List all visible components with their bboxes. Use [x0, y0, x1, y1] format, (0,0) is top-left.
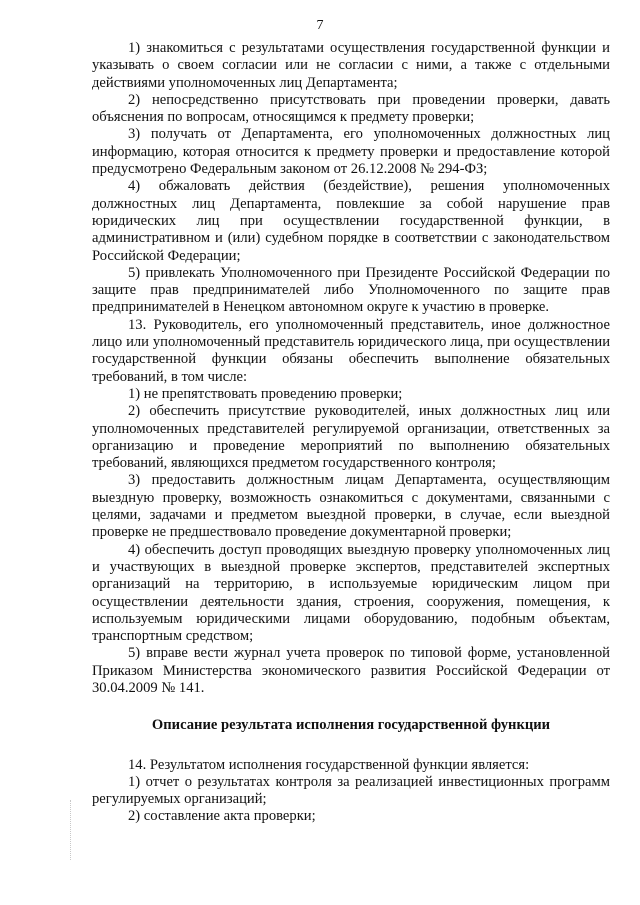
- section-title: Описание результата исполнения государственной функции: [151, 717, 551, 734]
- document-body: [92, 40, 610, 826]
- paragraph-result-1: 1) отчет о результатах контроля за реализацией инвестиционных программ регулируемых организаций;: [92, 773, 610, 808]
- paragraph-duty-5: 5) вправе вести журнал учета проверок по типовой форме, установленной Приказом Министерства экономического развития Российской Федерации от 30.04.2009 № 141.: [92, 645, 610, 696]
- paragraph-duty-1: 1) не препятствовать проведению проверки;: [128, 385, 403, 402]
- paragraph-rights-1: 1) знакомиться с результатами осуществления государственной функции и указывать о своем согласии или не согласии с ними, а также с отдельными действиями уполномоченных лиц Департамента;: [92, 40, 610, 91]
- paragraph-result-2: 2) составление акта проверки;: [128, 808, 316, 825]
- paragraph-duty-4: 4) обеспечить доступ проводящих выездную проверку уполномоченных лиц и участвующих в выездной проверке экспертов, представителей экспертных организаций на территорию, в используемые юридическим лицом при осуществлении деятельности здания, строения, сооружения, помещения, к используемым юридическими лицами оборудованию, подобным объектам, транспортным средством;: [92, 541, 610, 645]
- paragraph-rights-2: 2) непосредственно присутствовать при проведении проверки, давать объяснения по вопросам, относящимся к предмету проверки;: [92, 91, 610, 126]
- page-number: 7: [316, 18, 324, 33]
- paragraph-duty-2: 2) обеспечить присутствие руководителей, иных должностных лиц или уполномоченных представителей регулируемой организации, ответственных за организацию и проведение мероприятий по выполнению обязательных требований, являющихся предметом государственного контроля;: [92, 403, 610, 472]
- paragraph-clause-13: 13. Руководитель, его уполномоченный представитель, иное должностное лицо или уполномоченный представитель юридического лица, при осуществлении государственной функции обязаны обеспечить выполнение обязательных требований, в том числе:: [92, 316, 610, 385]
- paragraph-duty-3: 3) предоставить должностным лицам Департамента, осуществляющим выездную проверку, возможность ознакомиться с документами, связанными с целями, задачами и предметом выездной проверки, в случае, если выездной проверке не предшествовало проведение документарной проверки;: [92, 472, 610, 541]
- paragraph-rights-3: 3) получать от Департамента, его уполномоченных должностных лиц информацию, которая относится к предмету проверки и предоставление которой предусмотрено Федеральным законом от 26.12.2008 № 294-ФЗ;: [92, 126, 610, 178]
- paragraph-clause-14: 14. Результатом исполнения государственной функции является:: [128, 756, 530, 773]
- paragraph-rights-5: 5) привлекать Уполномоченного при Президенте Российской Федерации по защите прав предпринимателей либо Уполномоченного по защите прав предпринимателей в Ненецком автономном округе к участию в проверке.: [92, 264, 610, 316]
- scan-margin-artifact: [70, 800, 72, 860]
- paragraph-rights-4: 4) обжаловать действия (бездействие), решения уполномоченных должностных лиц Департамента, повлекшие за собой нарушение прав юридических лиц при осуществлении государственной функции, в административном и (или) судебном порядке в соответствии с законодательством Российской Федерации;: [92, 178, 610, 264]
